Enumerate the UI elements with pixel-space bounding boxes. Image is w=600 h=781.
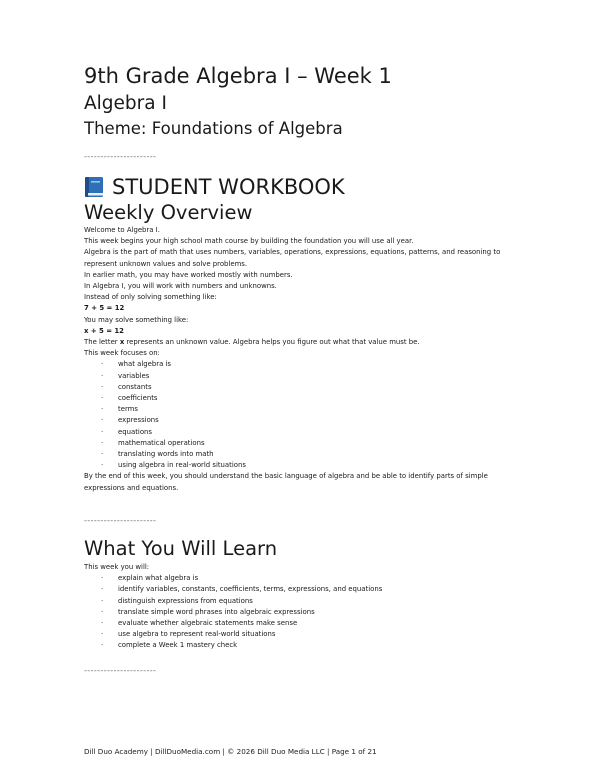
overview-line: Instead of only solving something like: xyxy=(84,293,217,302)
bullet: · xyxy=(101,360,104,369)
list-item xyxy=(84,573,524,584)
list-item xyxy=(84,404,524,415)
list-item-text: using algebra in real-world situations xyxy=(118,461,246,470)
bullet: · xyxy=(101,405,104,414)
list-item-text: terms xyxy=(118,405,138,414)
bullet: · xyxy=(101,585,104,594)
list-item-text: mathematical operations xyxy=(118,438,205,447)
divider: ---------------------- xyxy=(84,516,157,525)
list-item-text: variables xyxy=(118,371,150,380)
bullet: · xyxy=(101,438,104,447)
list-item xyxy=(84,427,524,438)
bullet: · xyxy=(101,630,104,639)
list-item-text: coefficients xyxy=(118,394,158,403)
bullet: · xyxy=(101,427,104,436)
list-item xyxy=(84,449,524,460)
list-item xyxy=(84,393,524,404)
learn-intro: This week you will: xyxy=(84,563,150,571)
list-item xyxy=(84,438,524,449)
bullet: · xyxy=(101,394,104,403)
page-title: 9th Grade Algebra I – Week 1 xyxy=(84,64,392,88)
overview-line: In earlier math, you may have worked mostly with numbers. xyxy=(84,270,293,279)
overview-line: Welcome to Algebra I. xyxy=(84,226,160,234)
list-item xyxy=(84,618,524,629)
list-item-text: expressions xyxy=(118,416,159,425)
variable-x: x xyxy=(119,338,125,347)
list-item xyxy=(84,584,524,595)
example-equation: 7 + 5 = 12 xyxy=(84,304,125,313)
list-item-text: evaluate whether algebraic statements make sense xyxy=(118,619,298,628)
bullet: · xyxy=(101,607,104,616)
bullet: · xyxy=(101,596,104,605)
list-item xyxy=(84,371,524,382)
workbook-title: STUDENT WORKBOOK xyxy=(112,175,345,199)
list-item xyxy=(84,382,524,393)
what-you-will-learn-heading: What You Will Learn xyxy=(84,537,278,560)
page-footer: Dill Duo Academy | DillDuoMedia.com | © 2026 Dill Duo Media LLC | Page 1 of 21 xyxy=(84,747,377,756)
bullet: · xyxy=(101,461,104,470)
learn-body xyxy=(84,562,524,652)
weekly-overview-body xyxy=(84,225,524,494)
workbook-heading xyxy=(84,174,345,200)
bullet: · xyxy=(101,641,104,650)
learn-list xyxy=(84,573,524,651)
focus-list xyxy=(84,359,524,471)
overview-line: This week begins your high school math course by building the foundation you will use all year. xyxy=(84,237,414,246)
bullet: · xyxy=(101,574,104,583)
list-item xyxy=(84,359,524,370)
list-item-text: what algebra is xyxy=(118,360,171,369)
list-item-text: constants xyxy=(118,382,152,391)
list-item-text: complete a Week 1 mastery check xyxy=(118,641,238,650)
explanation-text: The letter xyxy=(84,338,120,347)
list-item-text: translate simple word phrases into algebraic expressions xyxy=(118,607,315,616)
course-subtitle: Algebra I xyxy=(84,93,167,114)
list-item xyxy=(84,460,524,471)
theme-subtitle: Theme: Foundations of Algebra xyxy=(84,119,343,138)
list-item-text: equations xyxy=(118,427,152,436)
list-item xyxy=(84,629,524,640)
focus-intro: This week focuses on: xyxy=(84,349,160,358)
list-item-text: translating words into math xyxy=(118,450,214,459)
list-item xyxy=(84,640,524,651)
example-equation: x + 5 = 12 xyxy=(84,326,124,335)
list-item-text: distinguish expressions from equations xyxy=(118,596,253,605)
list-item xyxy=(84,415,524,426)
overview-closing: By the end of this week, you should understand the basic language of algebra and be able to identify parts of simple expressions and equations. xyxy=(84,472,488,492)
variable-explanation xyxy=(84,337,524,348)
list-item-text: explain what algebra is xyxy=(118,574,199,583)
weekly-overview-heading: Weekly Overview xyxy=(84,201,253,224)
bullet: · xyxy=(101,416,104,425)
list-item xyxy=(84,596,524,607)
overview-line: Algebra is the part of math that uses numbers, variables, operations, expressions, equations, patterns, and reasoning to represent unknown values and solve problems. xyxy=(84,248,501,268)
list-item-text: identify variables, constants, coefficients, terms, expressions, and equations xyxy=(118,585,383,594)
explanation-text: represents an unknown value. Algebra helps you figure out what that value must be. xyxy=(124,338,420,347)
bullet: · xyxy=(101,619,104,628)
overview-line: In Algebra I, you will work with numbers and unknowns. xyxy=(84,282,277,291)
bullet: · xyxy=(101,371,104,380)
divider: ---------------------- xyxy=(84,666,157,675)
divider: ---------------------- xyxy=(84,152,157,161)
list-item xyxy=(84,607,524,618)
list-item-text: use algebra to represent real-world situations xyxy=(118,630,276,639)
overview-line: You may solve something like: xyxy=(84,315,189,324)
blue-book-icon xyxy=(84,176,104,198)
bullet: · xyxy=(101,450,104,459)
bullet: · xyxy=(101,382,104,391)
